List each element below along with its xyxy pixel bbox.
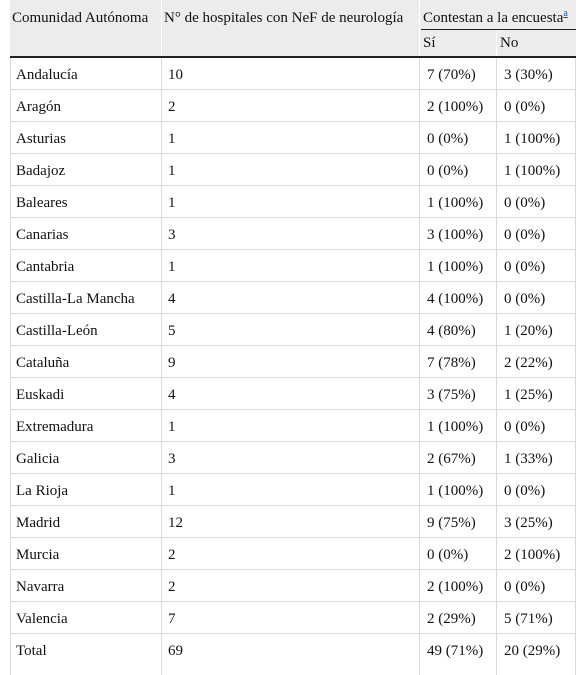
cell-hospitals: 2 xyxy=(168,99,176,115)
cell-region: Madrid xyxy=(16,515,61,531)
cell-hospitals: 1 xyxy=(168,259,176,275)
cell-hospitals: 10 xyxy=(168,67,183,83)
table-row xyxy=(10,602,576,634)
cell-no: 0 (0%) xyxy=(504,483,546,499)
cell-hospitals: 3 xyxy=(168,227,176,243)
cell-si: 2 (67%) xyxy=(427,451,476,467)
header-divider xyxy=(161,0,162,56)
cell-hospitals: 5 xyxy=(168,323,176,339)
table-row xyxy=(10,314,576,346)
cell-no: 1 (100%) xyxy=(504,131,561,147)
table-row xyxy=(10,474,576,506)
cell-hospitals: 4 xyxy=(168,291,176,307)
cell-no: 1 (25%) xyxy=(504,387,553,403)
hospital-survey-table xyxy=(10,0,576,665)
cell-si: 2 (29%) xyxy=(427,611,476,627)
cell-hospitals: 69 xyxy=(168,643,183,659)
cell-region: Extremadura xyxy=(16,419,94,435)
cell-hospitals: 1 xyxy=(168,163,176,179)
cell-region: Galicia xyxy=(16,451,60,467)
cell-hospitals: 1 xyxy=(168,195,176,211)
cell-region: Asturias xyxy=(16,131,66,147)
cell-no: 3 (25%) xyxy=(504,515,553,531)
column-rule xyxy=(575,58,576,675)
cell-si: 4 (100%) xyxy=(427,291,484,307)
cell-hospitals: 1 xyxy=(168,419,176,435)
table-row xyxy=(10,442,576,474)
table-row xyxy=(10,90,576,122)
cell-si: 3 (75%) xyxy=(427,387,476,403)
cell-si: 2 (100%) xyxy=(427,579,484,595)
cell-hospitals: 9 xyxy=(168,355,176,371)
table-row xyxy=(10,378,576,410)
cell-si: 7 (78%) xyxy=(427,355,476,371)
cell-region: Valencia xyxy=(16,611,68,627)
table-row xyxy=(10,506,576,538)
cell-si: 0 (0%) xyxy=(427,163,469,179)
header-hospitals: N° de hospitales con NeF de neurología xyxy=(164,10,404,26)
header-si: Sí xyxy=(423,35,436,51)
cell-hospitals: 3 xyxy=(168,451,176,467)
cell-no: 0 (0%) xyxy=(504,99,546,115)
header-no: No xyxy=(500,35,519,51)
cell-no: 1 (33%) xyxy=(504,451,553,467)
cell-no: 3 (30%) xyxy=(504,67,553,83)
header-divider xyxy=(496,31,497,56)
cell-no: 20 (29%) xyxy=(504,643,561,659)
cell-region: Baleares xyxy=(16,195,68,211)
header-divider xyxy=(419,0,420,56)
cell-region: Euskadi xyxy=(16,387,65,403)
cell-no: 0 (0%) xyxy=(504,195,546,211)
cell-no: 0 (0%) xyxy=(504,291,546,307)
cell-no: 0 (0%) xyxy=(504,259,546,275)
cell-region: La Rioja xyxy=(16,483,69,499)
table-row xyxy=(10,122,576,154)
cell-hospitals: 7 xyxy=(168,611,176,627)
cell-si: 7 (70%) xyxy=(427,67,476,83)
table-row xyxy=(10,570,576,602)
cell-region: Castilla-La Mancha xyxy=(16,291,135,307)
cell-no: 0 (0%) xyxy=(504,579,546,595)
column-rule xyxy=(419,58,420,675)
cell-region: Murcia xyxy=(16,547,60,563)
table-row xyxy=(10,58,576,90)
cell-si: 0 (0%) xyxy=(427,547,469,563)
cell-region: Cantabria xyxy=(16,259,75,275)
header-group-rule xyxy=(421,29,576,30)
cell-no: 2 (100%) xyxy=(504,547,561,563)
header-responses: Contestan a la encuesta$^a$ xyxy=(423,8,568,26)
cell-hospitals: 2 xyxy=(168,547,176,563)
column-rule xyxy=(10,58,11,675)
cell-hospitals: 12 xyxy=(168,515,183,531)
cell-no: 1 (100%) xyxy=(504,163,561,179)
cell-region: Castilla-León xyxy=(16,323,98,339)
column-rule xyxy=(161,58,162,675)
cell-no: 0 (0%) xyxy=(504,227,546,243)
table-row xyxy=(10,282,576,314)
cell-hospitals: 2 xyxy=(168,579,176,595)
cell-si: 9 (75%) xyxy=(427,515,476,531)
cell-no: 2 (22%) xyxy=(504,355,553,371)
table-header xyxy=(10,0,576,58)
cell-no: 1 (20%) xyxy=(504,323,553,339)
cell-si: 1 (100%) xyxy=(427,259,484,275)
cell-si: 2 (100%) xyxy=(427,99,484,115)
cell-region: Navarra xyxy=(16,579,65,595)
cell-region: Total xyxy=(16,643,47,659)
table-row xyxy=(10,186,576,218)
cell-region: Badajoz xyxy=(16,163,66,179)
cell-hospitals: 4 xyxy=(168,387,176,403)
cell-region: Andalucía xyxy=(16,67,78,83)
footnote-link-a[interactable]: a xyxy=(563,8,568,19)
cell-si: 1 (100%) xyxy=(427,195,484,211)
table-row xyxy=(10,410,576,442)
cell-si: 0 (0%) xyxy=(427,131,469,147)
table-row xyxy=(10,250,576,282)
table-row xyxy=(10,538,576,570)
cell-region: Cataluña xyxy=(16,355,70,371)
table-row xyxy=(10,346,576,378)
cell-hospitals: 1 xyxy=(168,483,176,499)
cell-region: Aragón xyxy=(16,99,61,115)
cell-si: 1 (100%) xyxy=(427,419,484,435)
cell-si: 3 (100%) xyxy=(427,227,484,243)
cell-si: 4 (80%) xyxy=(427,323,476,339)
cell-no: 5 (71%) xyxy=(504,611,553,627)
table-body xyxy=(10,58,576,665)
column-rule xyxy=(496,58,497,675)
cell-si: 49 (71%) xyxy=(427,643,484,659)
header-region: Comunidad Autónoma xyxy=(12,10,149,26)
table-row xyxy=(10,154,576,186)
table-row xyxy=(10,218,576,250)
cell-hospitals: 1 xyxy=(168,131,176,147)
cell-region: Canarias xyxy=(16,227,69,243)
cell-no: 0 (0%) xyxy=(504,419,546,435)
cell-si: 1 (100%) xyxy=(427,483,484,499)
